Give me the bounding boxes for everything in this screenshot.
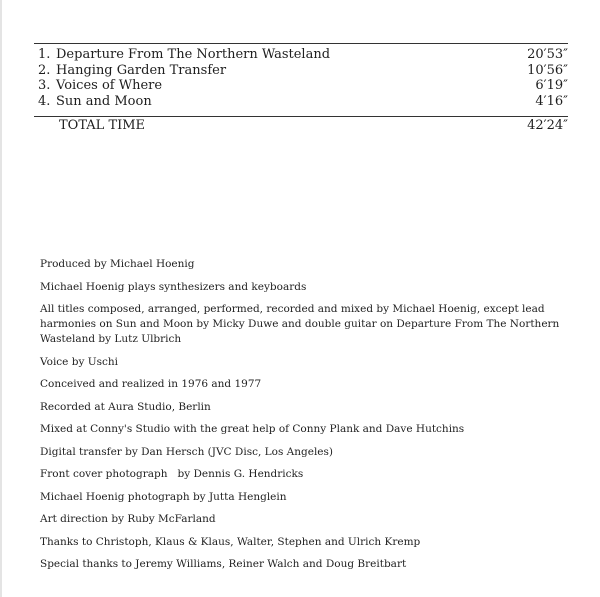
credit-instruments: Michael Hoenig plays synthesizers and keyboards [40, 280, 307, 293]
total-time-value: 42′24″ [527, 118, 568, 133]
track-number: 1. [38, 47, 51, 62]
track-title: Hanging Garden Transfer [56, 62, 227, 78]
credit-recorded: Recorded at Aura Studio, Berlin [40, 400, 211, 413]
track-number: 2. [38, 62, 51, 78]
credit-composition: All titles composed, arranged, performed, recorded and mixed by Michael Hoenig, except lead harmonies on Sun and Moon by Micky Duwe and double guitar on Departure From The Northern Wasteland by Lutz Ulbrich [40, 303, 560, 345]
credit-mixed: Mixed at Conny's Studio with the great help of Conny Plank and Dave Hutchins [40, 423, 465, 435]
credits-block [40, 257, 592, 580]
credit-voice: Voice by Uschi [40, 355, 118, 368]
track-title: Departure From The Northern Wasteland [56, 47, 331, 62]
total-time-label: TOTAL TIME [59, 118, 146, 133]
credit-artist-photo: Michael Hoenig photograph by Jutta Henglein [40, 490, 287, 503]
track-duration: 10′56″ [527, 62, 568, 78]
track-number: 3. [38, 78, 51, 93]
track-row [38, 94, 568, 110]
track-title: Sun and Moon [56, 93, 152, 109]
track-title: Voices of Where [56, 78, 163, 93]
track-row [38, 78, 568, 94]
total-time-row [38, 118, 568, 134]
credit-conceived: Conceived and realized in 1976 and 1977 [40, 378, 262, 390]
track-list [38, 47, 568, 109]
top-rule [34, 43, 568, 44]
track-row [38, 63, 568, 79]
track-duration: 4′16″ [535, 93, 568, 109]
track-row [38, 47, 568, 63]
track-duration: 6′19″ [535, 78, 568, 93]
credit-special-thanks: Special thanks to Jeremy Williams, Reiner Walch and Doug Breitbart [40, 558, 407, 570]
credit-art-direction: Art direction by Ruby McFarland [40, 513, 216, 525]
credit-thanks: Thanks to Christoph, Klaus & Klaus, Walter, Stephen and Ulrich Kremp [40, 535, 421, 548]
credit-digital-transfer: Digital transfer by Dan Hersch (JVC Disc, Los Angeles) [40, 445, 334, 458]
credit-producer: Produced by Michael Hoenig [40, 258, 195, 270]
track-duration: 20′53″ [527, 47, 568, 62]
page-left-edge [0, 0, 2, 597]
credit-cover-photo: Front cover photograph by Dennis G. Hendricks [40, 468, 304, 480]
total-rule [34, 116, 568, 117]
track-number: 4. [38, 93, 51, 109]
